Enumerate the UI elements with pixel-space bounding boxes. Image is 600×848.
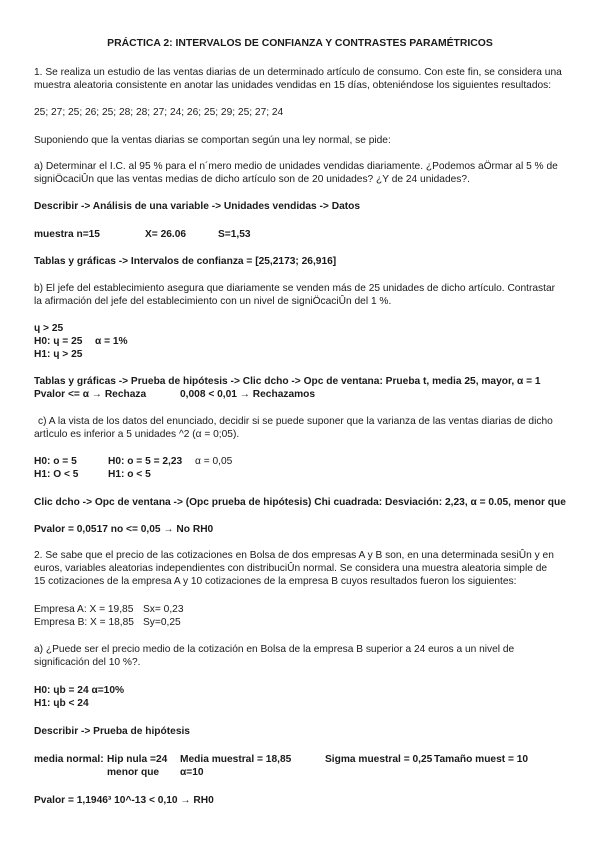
question-c-line-1: c) A la vista de los datos del enunciado, decidir si se puede suponer que la varianza de las ventas diarias de dicho xyxy=(38,416,553,427)
question-a-describe: Describir -> Análisis de una variable -> Unidades vendidas -> Datos xyxy=(34,201,361,212)
question-2a-h1: H1: ɥb < 24 xyxy=(34,698,89,709)
problem-2-line-3: 15 cotizaciones de la empresa A y 10 cotizaciones de la empresa B cuyos resultados fueron los siguientes: xyxy=(34,576,517,587)
question-2a-line-2: significación del 10 %?. xyxy=(34,657,141,668)
question-c-procedure: Clic dcho -> Opc de ventana -> (Opc prueba de hipótesis) Chi cuadrada: Desviación: 2,23, α = 0.05, menor que xyxy=(34,497,566,508)
confidence-interval: Tablas y gráficas -> Intervalos de confianza = [25,2173; 26,916] xyxy=(34,256,337,267)
company-a: Empresa A: X = 19,85 xyxy=(34,604,134,615)
sample-sd: S=1,53 xyxy=(218,229,251,240)
problem-1-line-2: muestra aleatoria consistente en anotar las unidades vendidas en 15 días, obteniéndose los siguientes resultados: xyxy=(34,80,552,91)
sample-sigma-value: Sigma muestral = 0,25 xyxy=(325,754,433,765)
question-2a-line-1: a) ¿Puede ser el precio medio de la cotización en Bolsa de la empresa B superior a 24 euros a un nivel de xyxy=(34,644,515,655)
question-a-line-1: a) Determinar el I.C. al 95 % para el n´mero medio de unidades vendidas diariamente. ¿Podemos aÖrmar al 5 % de xyxy=(34,161,558,172)
question-c-pvalue: Pvalor = 0,0517 no <= 0,05 → No RH0 xyxy=(34,524,214,535)
company-b: Empresa B: X = 18,85 xyxy=(34,617,134,628)
normal-mean-label: media normal: xyxy=(34,754,104,765)
problem-2-line-1: 2. Se sabe que el precio de las cotizaciones en Bolsa de dos empresas A y B son, en una determinada sesiÛn y en xyxy=(34,550,554,561)
question-b-line-1: b) El jefe del establecimiento asegura que diariamente se venden más de 25 unidades de dicho artículo. Contrastar xyxy=(34,283,556,294)
question-2a-describe: Describir -> Prueba de hipótesis xyxy=(34,726,190,737)
question-c-line-2: artÌculo es inferior a 5 unidades ^2 (α = 0;05). xyxy=(34,429,240,440)
alpha-level: α = 1% xyxy=(95,336,128,347)
less-than-label: menor que xyxy=(107,767,160,778)
null-hypothesis-value: Hip nula =24 xyxy=(107,754,168,765)
question-c-h1-left: H1: O < 5 xyxy=(34,469,79,480)
problem-1-data: 25; 27; 25; 26; 25; 28; 28; 27; 24; 26; 25; 29; 25; 27; 24 xyxy=(34,107,284,118)
page-title: PRÁCTICA 2: INTERVALOS DE CONFIANZA Y CONTRASTES PARAMÉTRICOS xyxy=(107,38,493,49)
question-b-pvalue-rule: Pvalor <= α → Rechaza xyxy=(34,389,147,400)
company-b-sd: Sy=0,25 xyxy=(143,617,181,628)
problem-1-line-1: 1. Se realiza un estudio de las ventas diarias de un determinado artículo de consumo. Con este fin, se considera una xyxy=(34,67,562,78)
alpha-value: α=10 xyxy=(180,767,204,778)
question-2a-h0: H0: ɥb = 24 α=10% xyxy=(34,685,125,696)
question-c-h0-right: H0: o = 5 = 2,23 xyxy=(108,456,183,467)
question-b-line-2: la afirmación del jefe del establecimiento con un nivel de signiÖcaciÛn del 1 %. xyxy=(34,296,392,307)
hypothesis-h1: H1: ɥ > 25 xyxy=(34,349,83,360)
question-2a-pvalue: Pvalor = 1,1946³ 10^-13 < 0,10 → RH0 xyxy=(34,795,214,806)
problem-1-suppose: Suponiendo que la ventas diarias se comportan según una ley normal, se pide: xyxy=(34,135,391,146)
question-c-h1-right: H1: o < 5 xyxy=(108,469,151,480)
hypothesis-mu: ɥ > 25 xyxy=(34,323,64,334)
sample-mean: X= 26.06 xyxy=(145,229,187,240)
sample-size: muestra n=15 xyxy=(34,229,100,240)
question-c-alpha: α = 0,05 xyxy=(195,456,233,467)
question-b-pvalue-result: 0,008 < 0,01 → Rechazamos xyxy=(180,389,316,400)
company-a-sd: Sx= 0,23 xyxy=(143,604,184,615)
sample-size-value: Tamaño muest = 10 xyxy=(434,754,529,765)
hypothesis-h0: H0: ɥ = 25 xyxy=(34,336,83,347)
question-b-procedure: Tablas y gráficas -> Prueba de hipótesis -> Clic dcho -> Opc de ventana: Prueba t, media 25, mayor, α = 1 xyxy=(34,376,541,387)
question-c-h0-left: H0: o = 5 xyxy=(34,456,77,467)
sample-mean-value: Media muestral = 18,85 xyxy=(180,754,292,765)
problem-2-line-2: euros, variables aleatorias independientes con distribuciÛn normal. Se considera una muestra aleatoria simple de xyxy=(34,563,548,574)
question-a-line-2: signiÖcaciÛn que las ventas medias de dicho artículo son de 20 unidades? ¿Y de 24 unidades?. xyxy=(34,174,470,185)
